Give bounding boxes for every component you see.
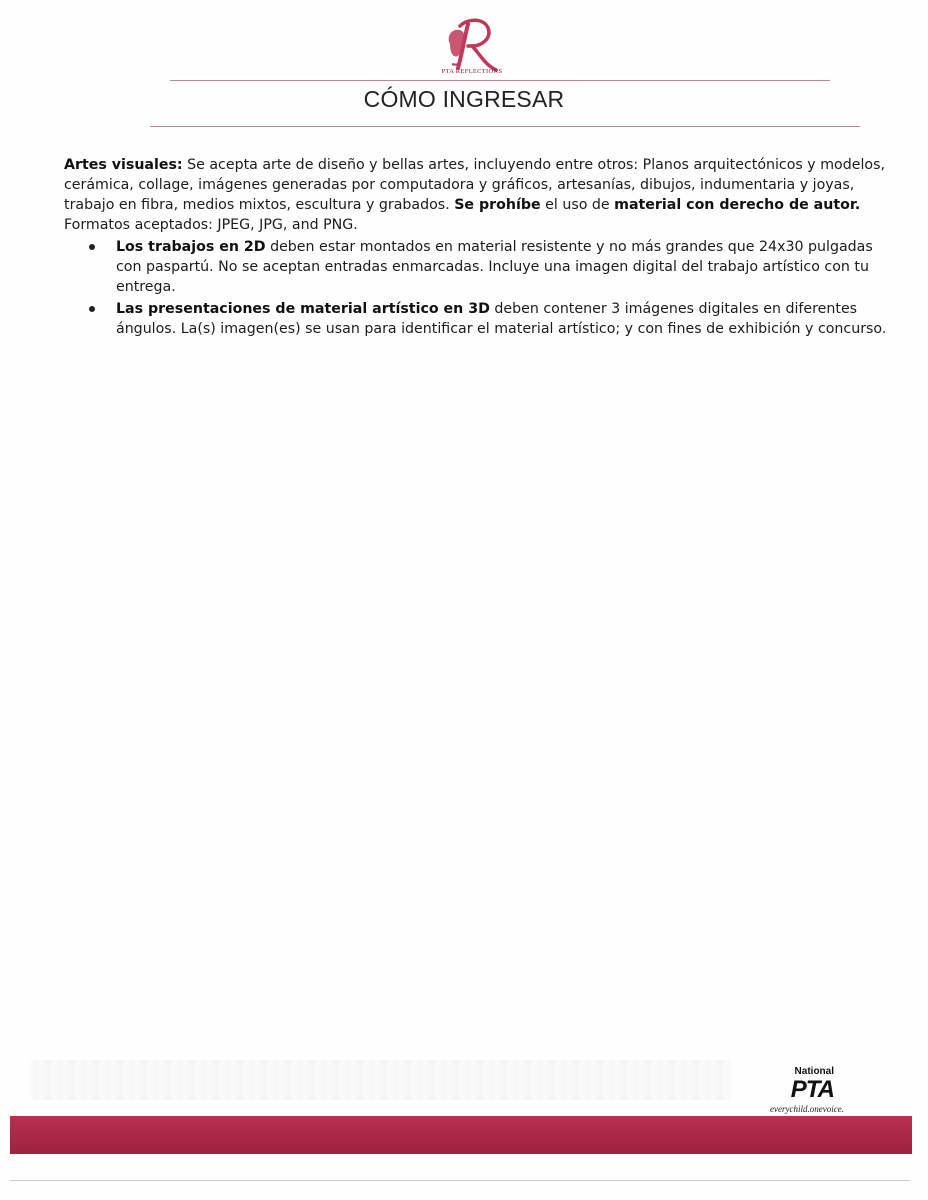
- footer-rule: [10, 1180, 910, 1181]
- header-rule-top: [170, 80, 830, 81]
- pta-national-text: National: [794, 1066, 834, 1077]
- pta-tagline-text: everychild.onevoice.: [770, 1104, 844, 1114]
- entry-rules-section: [64, 155, 894, 339]
- bullet-bold-3d: Las presentaciones de material artístico en 3D: [116, 301, 490, 317]
- pta-mark-text: PTA: [790, 1076, 834, 1103]
- bullet-text-3d: deben contener 3 imágenes digitales en diferentes ángulos. La(s) imagen(es) se usan para identificar el material artístico; y con fines de exhibición y concurso.: [116, 301, 887, 337]
- requirements-list: [64, 237, 894, 339]
- copyright-text: material con derecho de autor.: [614, 197, 861, 213]
- intro-text-3: Formatos aceptados: JPEG, JPG, and PNG.: [64, 217, 358, 233]
- logo-brand-text: PTA REFLECTIONS: [441, 68, 503, 75]
- list-item: [64, 237, 894, 297]
- footer-color-bar: [10, 1116, 912, 1154]
- footer-bleed-through: [30, 1060, 730, 1100]
- prohibited-text: Se prohíbe: [454, 197, 541, 213]
- page-title: CÓMO INGRESAR: [363, 86, 565, 112]
- bullet-icon: [89, 244, 95, 250]
- intro-text-1: Se acepta arte de diseño y bellas artes, incluyendo entre otros: Planos arquitectónicos y modelos, cerámica, collage, imágenes generadas por computadora y gráficos, artesanías, dibujos, indumentaria y joyas, trabajo en fibra, medios mixtos, escultura y grabados.: [64, 157, 885, 213]
- list-item: [64, 299, 894, 339]
- header-rule-bottom: [150, 126, 860, 127]
- bullet-icon: [89, 306, 95, 312]
- section-heading: Artes visuales:: [64, 157, 183, 173]
- intro-text-2: el uso de: [540, 197, 615, 213]
- national-pta-logo: [752, 1066, 852, 1114]
- bullet-text-2d: deben estar montados en material resistente y no más grandes que 24x30 pulgadas con paspartú. No se aceptan entradas enmarcadas. Incluye una imagen digital del trabajo artístico con tu entrega.: [116, 239, 873, 295]
- visual-arts-paragraph: [64, 155, 894, 235]
- bullet-bold-2d: Los trabajos en 2D: [116, 239, 266, 255]
